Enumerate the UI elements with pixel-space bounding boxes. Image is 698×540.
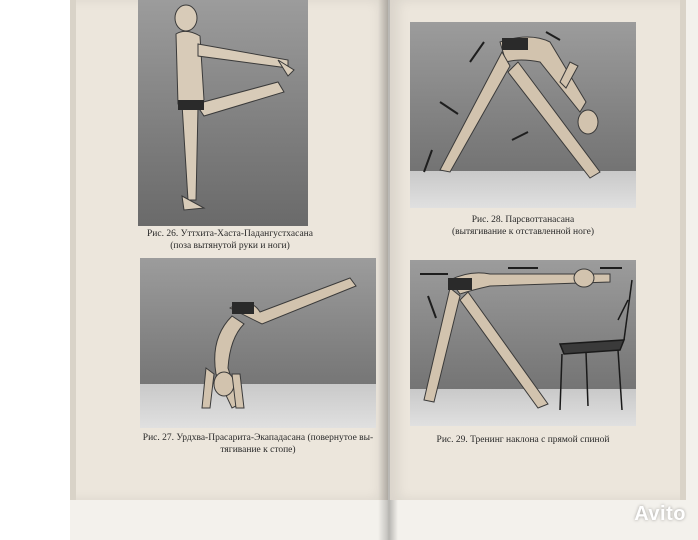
caption-line: Рис. 29. Тренинг наклона с прямой спиной	[436, 435, 610, 445]
figure-27-caption	[134, 432, 382, 456]
side-stretch-icon	[410, 22, 636, 208]
caption-line: Рис. 26. Уттхита-Хаста-Падангустхасана	[147, 229, 313, 239]
right-page	[390, 0, 686, 500]
figure-28-caption	[410, 214, 636, 238]
caption-line: тягивание к стопе)	[220, 445, 296, 455]
figure-28-photo	[410, 22, 636, 208]
standing-leg-raise-icon	[138, 0, 308, 226]
figure-26-caption	[130, 228, 330, 252]
avito-watermark: Avito	[634, 503, 686, 525]
standing-split-icon	[140, 258, 376, 428]
caption-line: Рис. 27. Урдхва-Прасарита-Экападасана (повернутое вы-	[142, 433, 374, 443]
left-page	[70, 0, 388, 500]
caption-line: (поза вытянутой руки и ноги)	[170, 241, 290, 251]
figure-27-photo	[140, 258, 376, 428]
chair-forward-bend-icon	[410, 260, 636, 426]
figure-26-photo	[138, 0, 308, 226]
figure-29-photo	[410, 260, 636, 426]
background	[0, 0, 70, 540]
caption-line: (вытягивание к отставленной ноге)	[451, 227, 594, 237]
figure-29-caption	[410, 434, 636, 446]
caption-line: Рис. 28. Парсвоттанасана	[471, 215, 575, 225]
left-page-edge	[70, 0, 76, 500]
right-page-edge	[680, 0, 686, 500]
